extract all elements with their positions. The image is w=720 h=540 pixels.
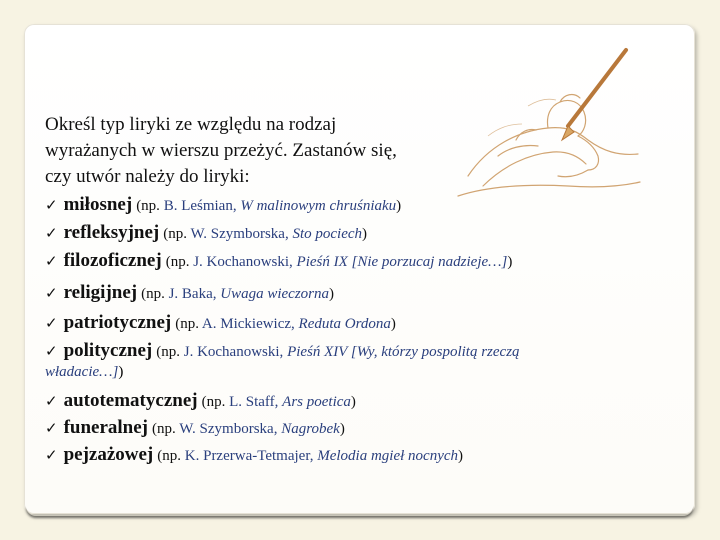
- example-author: L. Staff,: [229, 394, 279, 410]
- example-author: J. Kochanowski,: [183, 344, 284, 360]
- instruction-line: Określ typ liryki ze względu na rodzaj: [45, 114, 337, 135]
- example-author: W. Szymborska,: [190, 226, 289, 242]
- lyric-type: autotematycznej: [63, 390, 198, 411]
- checkmark-icon: ✓: [45, 419, 58, 437]
- example-title: Sto pociech: [292, 226, 363, 242]
- example-author: K. Przerwa-Tetmajer,: [184, 448, 314, 464]
- example-open: (np.: [156, 344, 180, 360]
- lyric-type: miłosnej: [63, 194, 133, 215]
- lyric-type: patriotycznej: [63, 312, 172, 333]
- list-item-filozoficznej: [45, 250, 512, 272]
- checkmark-icon: ✓: [45, 284, 58, 302]
- example-open: (np.: [165, 254, 190, 270]
- example-open: (np.: [157, 448, 182, 464]
- instruction-line: czy utwór należy do liryki:: [45, 166, 250, 187]
- example-title: Nagrobek: [281, 421, 340, 437]
- list-item-patriotycznej: [45, 312, 396, 334]
- example-close: ): [362, 226, 368, 242]
- example-title: Pieśń IX [Nie porzucaj nadzieje…]: [296, 254, 508, 270]
- example-close: ): [458, 448, 464, 464]
- list-item-religijnej: [45, 282, 334, 304]
- example-close: ): [329, 286, 335, 302]
- checkmark-icon: ✓: [45, 224, 58, 242]
- instruction-line: wyrażanych w wierszu przeżyć. Zastanów się,: [45, 140, 397, 161]
- example-author: W. Szymborska,: [179, 421, 278, 437]
- example-close: ): [339, 421, 345, 437]
- example-title: W malinowym chruśniaku: [240, 198, 397, 214]
- list-item-funeralnej: [45, 417, 345, 439]
- instruction-text: [45, 112, 465, 190]
- example-open: (np.: [141, 286, 165, 302]
- lyric-type: religijnej: [63, 282, 138, 303]
- example-title: Uwaga wieczorna: [220, 286, 330, 302]
- checkmark-icon: ✓: [45, 392, 58, 410]
- checkmark-icon: ✓: [45, 342, 58, 360]
- checkmark-icon: ✓: [45, 196, 58, 214]
- card-shadow: [26, 506, 693, 516]
- checkmark-icon: ✓: [45, 252, 58, 270]
- checkmark-icon: ✓: [45, 446, 58, 464]
- example-author: A. Mickiewicz,: [201, 316, 295, 332]
- example-open: (np.: [152, 421, 176, 437]
- lyric-type: funeralnej: [63, 417, 149, 438]
- list-item-pejzazowej: [45, 444, 463, 466]
- example-title: Melodia mgieł nocnych: [317, 448, 459, 464]
- example-author: J. Baka,: [168, 286, 217, 302]
- example-open: (np.: [136, 198, 160, 214]
- example-close: ): [390, 316, 396, 332]
- example-open: (np.: [201, 394, 230, 410]
- example-close: ): [350, 394, 356, 410]
- list-item-refleksyjnej: [45, 222, 367, 244]
- list-item-politycznej: [45, 340, 520, 362]
- list-item-politycznej-continued: [45, 364, 123, 381]
- example-title: Reduta Ordona: [298, 316, 391, 332]
- example-close: ): [396, 198, 402, 214]
- example-author: B. Leśmian,: [163, 198, 237, 214]
- lyric-type: refleksyjnej: [63, 222, 160, 243]
- lyric-type: pejzażowej: [63, 444, 154, 465]
- list-item-autotematycznej: [45, 390, 356, 412]
- checkmark-icon: ✓: [45, 314, 58, 332]
- example-title: Pieśń XIV [Wy, którzy pospolitą rzeczą: [287, 344, 520, 360]
- example-open: (np.: [175, 316, 199, 332]
- example-author: J. Kochanowski,: [193, 254, 293, 270]
- example-title: Ars poetica: [282, 394, 351, 410]
- example-open: (np.: [163, 226, 188, 242]
- example-title-continued: władacie…]: [45, 364, 119, 380]
- example-close: ): [507, 254, 513, 270]
- lyric-type: politycznej: [63, 340, 153, 361]
- example-close: ): [118, 364, 124, 380]
- list-item-milosnej: [45, 194, 401, 216]
- lyric-type: filozoficznej: [63, 250, 162, 271]
